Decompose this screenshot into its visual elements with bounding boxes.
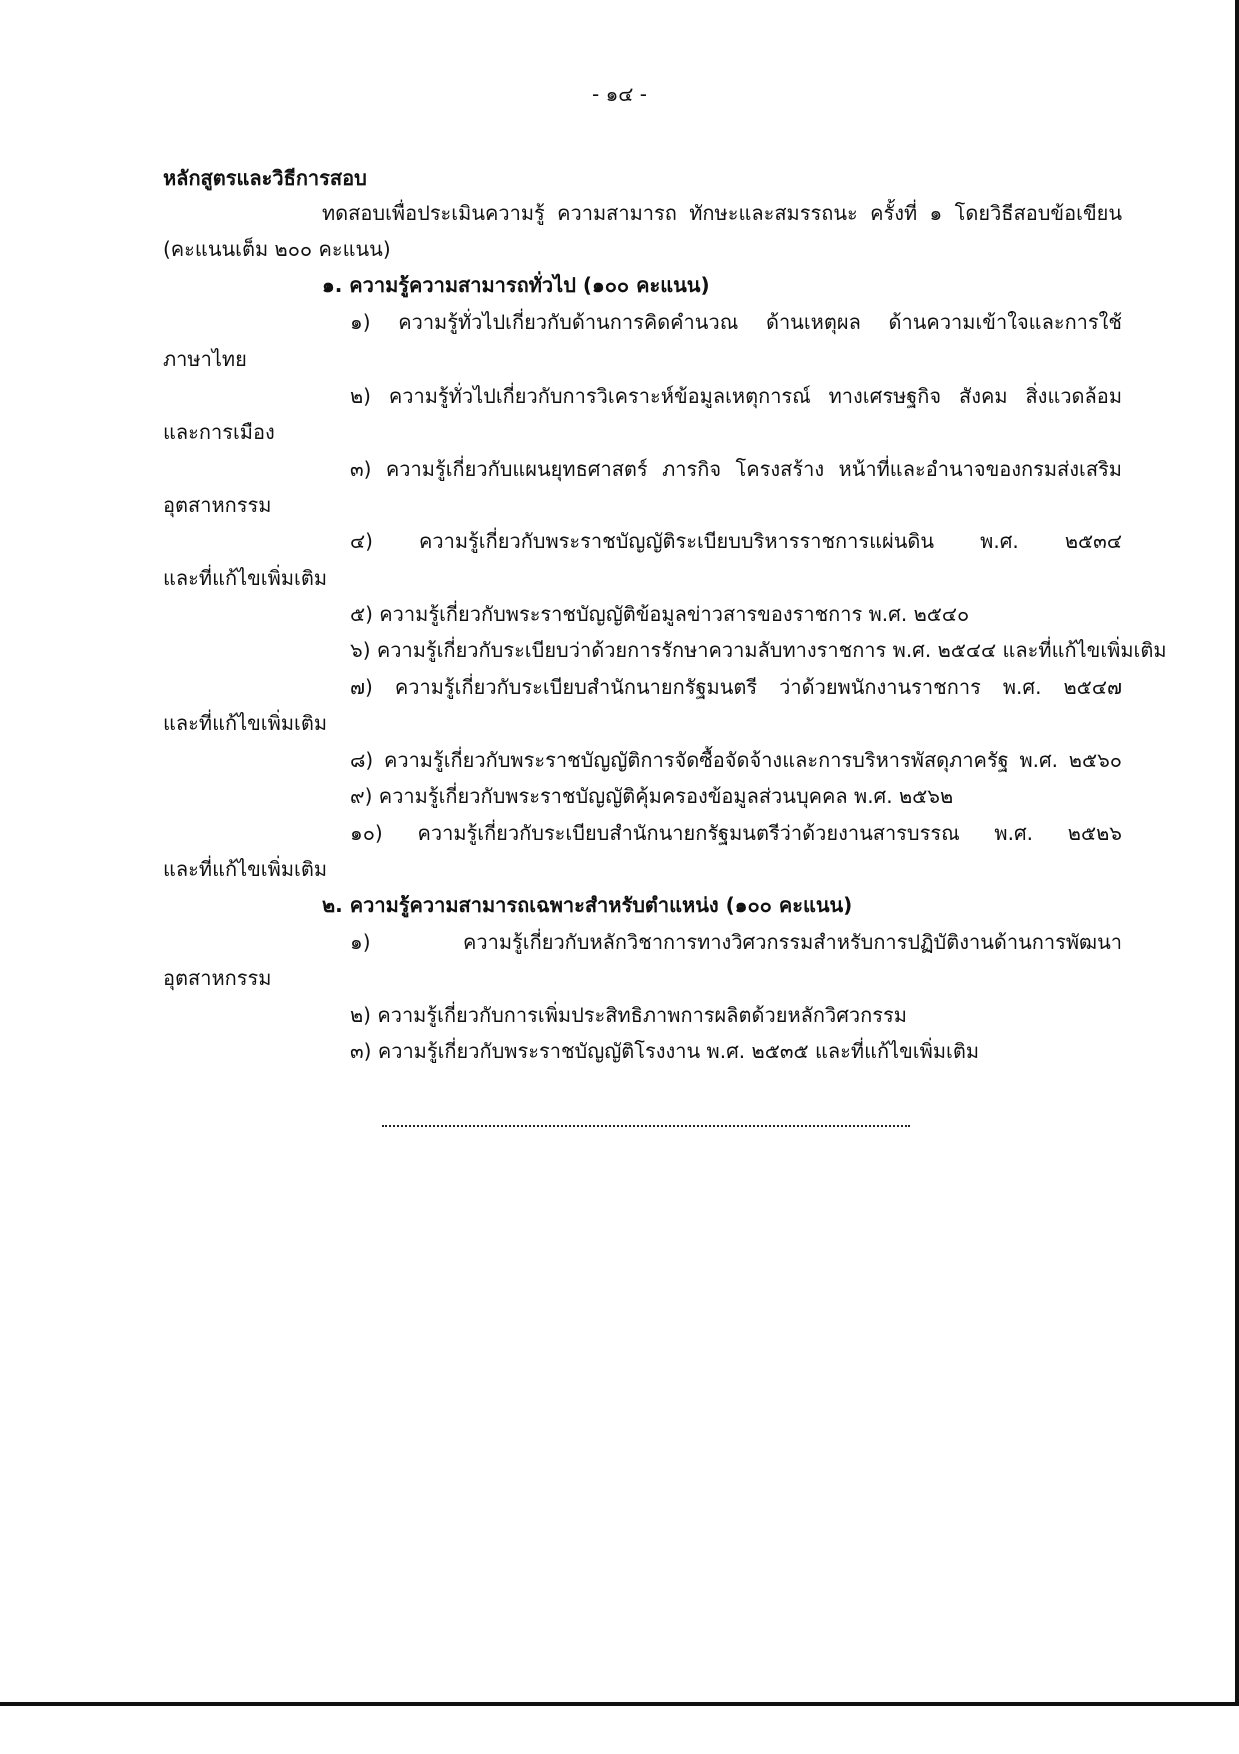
part2-item-1-line-2: อุตสาหกรรม <box>163 966 272 990</box>
scan-edge-bottom <box>0 1702 1239 1706</box>
part1-item-4-line-1: ๔) ความรู้เกี่ยวกับพระราชบัญญัติระเบียบบริหารราชการแผ่นดิน พ.ศ. ๒๕๓๔ <box>350 529 1122 553</box>
part1-item-4-line-2: และที่แก้ไขเพิ่มเติม <box>163 566 328 590</box>
part1-item-5-line-1: ๕) ความรู้เกี่ยวกับพระราชบัญญัติข้อมูลข่าวสารของราชการ พ.ศ. ๒๕๔๐ <box>350 602 970 626</box>
part1-item-1-line-1: ๑) ความรู้ทั่วไปเกี่ยวกับด้านการคิดคำนวณ ด้านเหตุผล ด้านความเข้าใจและการใช้ <box>350 310 1122 334</box>
part2-item-3-line-1: ๓) ความรู้เกี่ยวกับพระราชบัญญัติโรงงาน พ.ศ. ๒๕๓๕ และที่แก้ไขเพิ่มเติม <box>350 1039 980 1063</box>
part1-item-3-line-2: อุตสาหกรรม <box>163 493 272 517</box>
intro-line-1: ทดสอบเพื่อประเมินความรู้ ความสามารถ ทักษะและสมรรถนะ ครั้งที่ ๑ โดยวิธีสอบข้อเขียน <box>322 201 1122 225</box>
part2-heading: ๒. ความรู้ความสามารถเฉพาะสำหรับตำแหน่ง (๑๐๐ คะแนน) <box>322 893 853 917</box>
section-title: หลักสูตรและวิธีการสอบ <box>163 166 367 190</box>
part2-item-1-line-1: ๑) ความรู้เกี่ยวกับหลักวิชาการทางวิศวกรรมสำหรับการปฏิบัติงานด้านการพัฒนา <box>350 930 1122 954</box>
part1-item-10-line-1: ๑๐) ความรู้เกี่ยวกับระเบียบสำนักนายกรัฐมนตรีว่าด้วยงานสารบรรณ พ.ศ. ๒๕๒๖ <box>350 821 1122 845</box>
part1-item-9-line-1: ๙) ความรู้เกี่ยวกับพระราชบัญญัติคุ้มครองข้อมูลส่วนบุคคล พ.ศ. ๒๕๖๒ <box>350 784 954 808</box>
part1-item-7-line-2: และที่แก้ไขเพิ่มเติม <box>163 711 328 735</box>
part1-item-7-line-1: ๗) ความรู้เกี่ยวกับระเบียบสำนักนายกรัฐมนตรี ว่าด้วยพนักงานราชการ พ.ศ. ๒๕๔๗ <box>350 675 1122 699</box>
part1-item-6-line-1: ๖) ความรู้เกี่ยวกับระเบียบว่าด้วยการรักษาความลับทางราชการ พ.ศ. ๒๕๔๔ และที่แก้ไขเพิ่มเติม <box>350 638 1167 662</box>
part1-item-2-line-2: และการเมือง <box>163 420 275 444</box>
part2-item-2-line-1: ๒) ความรู้เกี่ยวกับการเพิ่มประสิทธิภาพการผลิตด้วยหลักวิศวกรรม <box>350 1003 907 1027</box>
part1-item-2-line-1: ๒) ความรู้ทั่วไปเกี่ยวกับการวิเคราะห์ข้อมูลเหตุการณ์ ทางเศรษฐกิจ สังคม สิ่งแวดล้อม <box>350 384 1122 408</box>
end-dotted-rule <box>382 1125 910 1130</box>
part1-item-10-line-2: และที่แก้ไขเพิ่มเติม <box>163 857 328 881</box>
part1-item-1-line-2: ภาษาไทย <box>163 347 247 371</box>
part1-item-3-line-1: ๓) ความรู้เกี่ยวกับแผนยุทธศาสตร์ ภารกิจ โครงสร้าง หน้าที่และอำนาจของกรมส่งเสริม <box>350 457 1122 481</box>
part1-heading: ๑. ความรู้ความสามารถทั่วไป (๑๐๐ คะแนน) <box>322 273 710 297</box>
page-number: - ๑๔ - <box>592 82 647 106</box>
intro-line-2: (คะแนนเต็ม ๒๐๐ คะแนน) <box>163 237 391 261</box>
scan-edge-right <box>1235 0 1239 1705</box>
part1-item-8-line-1: ๘) ความรู้เกี่ยวกับพระราชบัญญัติการจัดซื้อจัดจ้างและการบริหารพัสดุภาครัฐ พ.ศ. ๒๕๖๐ <box>350 748 1122 772</box>
